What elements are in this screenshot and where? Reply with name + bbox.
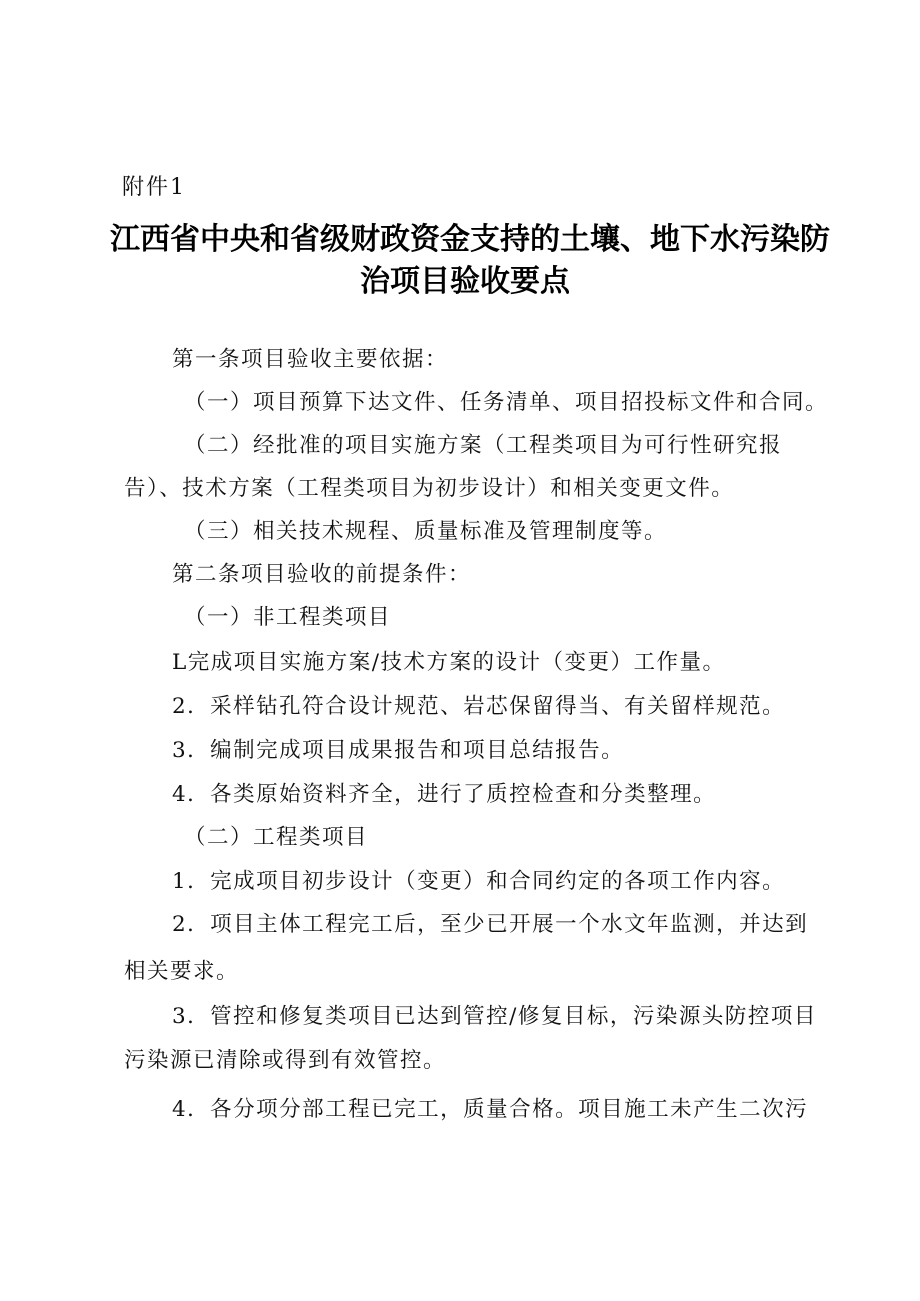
section-1-item-4: 4．各类原始资料齐全，进行了质控检查和分类整理。 — [172, 782, 717, 807]
section-2-item-1: 1．完成项目初步设计（变更）和合同约定的各项工作内容。 — [172, 869, 786, 894]
section-1-heading: （一）非工程类项目 — [184, 605, 392, 630]
document-title-line-1: 江西省中央和省级财政资金支持的土壤、地下水污染防 — [110, 222, 830, 257]
section-1-item-2: 2．采样钻孔符合设计规范、岩芯保留得当、有关留样规范。 — [172, 694, 786, 719]
article-1-item-2-line-2: 告）、技术方案（工程类项目为初步设计）和相关变更文件。 — [124, 476, 735, 501]
section-2-item-2-line-1: 2．项目主体工程完工后，至少已开展一个水文年监测，并达到 — [172, 912, 809, 937]
article-1-item-2-line-1: （二）经批准的项目实施方案（工程类项目为可行性研究报 — [184, 433, 783, 458]
article-1-heading: 第一条项目验收主要依据： — [172, 347, 449, 372]
section-1-item-1: L完成项目实施方案/技术方案的设计（变更）工作量。 — [172, 650, 726, 675]
attachment-label: 附件1 — [122, 175, 186, 200]
article-1-item-3: （三）相关技术规程、质量标准及管理制度等。 — [184, 519, 668, 544]
article-1-item-1: （一）项目预算下达文件、任务清单、项目招投标文件和合同。 — [184, 390, 829, 415]
section-2-item-2-line-2: 相关要求。 — [124, 959, 240, 984]
document-title-line-2: 治项目验收要点 — [360, 264, 570, 299]
section-2-item-3-line-1: 3．管控和修复类项目已达到管控/修复目标，污染源头防控项目 — [172, 1004, 817, 1029]
section-1-item-3: 3．编制完成项目成果报告和项目总结报告。 — [172, 738, 625, 763]
section-2-heading: （二）工程类项目 — [184, 825, 369, 850]
section-2-item-4-line-1: 4．各分项分部工程已完工，质量合格。项目施工未产生二次污 — [172, 1097, 809, 1122]
section-2-item-3-line-2: 污染源已清除或得到有效管控。 — [124, 1048, 447, 1073]
article-2-heading: 第二条项目验收的前提条件： — [172, 562, 472, 587]
